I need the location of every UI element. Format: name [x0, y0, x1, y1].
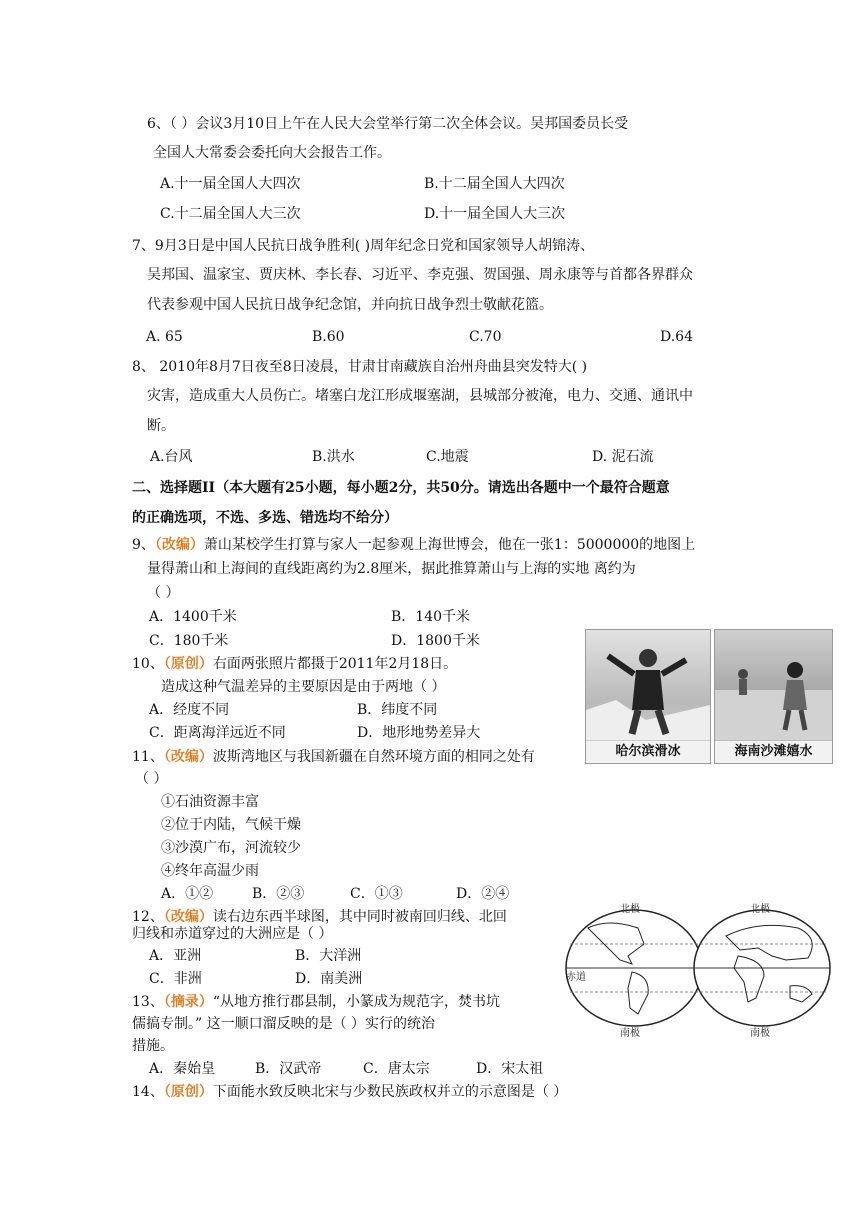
map-label-equator: 赤道 [566, 972, 586, 983]
q11-line1 [132, 747, 535, 767]
q7-option-d: D.64 [660, 329, 693, 345]
q12-num: 12、 [132, 909, 164, 925]
q7-line1: 7、9月3日是中国人民抗日战争胜利( )周年纪念日党和国家领导人胡锦涛、 [132, 238, 595, 254]
q10-option-d: D．地形地势差异大 [357, 725, 481, 741]
q11-option-d: D．②④ [456, 886, 510, 902]
q9-text1: 萧山某校学生打算与家人一起参观上海世博会，他在一张1：5000000的地图上 [203, 537, 696, 553]
section2-line2: 的正确选项，不选、多选、错选均不给分） [132, 510, 398, 526]
q12-text1: 读右边东西半球图，其中同时被南回归线、北回 [212, 909, 507, 925]
q8-line3: 断。 [147, 418, 175, 434]
q12-option-b: B．大洋洲 [295, 948, 362, 964]
q7-option-c: C.70 [469, 329, 502, 345]
q10-line1 [132, 654, 457, 674]
q6-option-d: D.十一届全国人大三次 [424, 206, 566, 222]
q8-option-b: B.洪水 [312, 449, 355, 465]
photo-left-caption: 哈尔滨滑冰 [586, 741, 710, 763]
q7-line3: 代表参观中国人民抗日战争纪念馆，并向抗日战争烈士敬献花篮。 [147, 297, 553, 313]
q9-option-a: A．1400千米 [149, 609, 237, 625]
q13-num: 13、 [132, 994, 164, 1010]
q6-option-b: B.十二届全国人大四次 [424, 176, 565, 192]
q13-line3: 措施。 [132, 1038, 174, 1054]
q7-line2: 吴邦国、温家宝、贾庆林、李长春、习近平、李克强、贺国强、周永康等与首都各界群众 [147, 267, 693, 283]
q9-tag: （改编） [154, 537, 204, 553]
q6-line1: 6、（ ）会议3月10日上午在人民大会堂举行第二次全体会议。吴邦国委员长受 [147, 116, 629, 132]
map-label-south-right: 南极 [750, 1028, 770, 1039]
q7-option-b: B.60 [312, 329, 345, 345]
q8-line2: 灾害，造成重大人员伤亡。堵塞白龙江形成堰塞湖，县城部分被淹，电力、交通、通讯中 [147, 388, 693, 404]
q9-line3: （ ） [147, 585, 180, 601]
hemisphere-drawing [558, 898, 832, 1038]
q11-tag: （改编） [163, 749, 213, 765]
q13-option-a: A．秦始皇 [149, 1061, 216, 1077]
q10-line2: 造成这种气温差异的主要原因是由于两地（ ） [161, 679, 446, 695]
q12-option-c: C．非洲 [149, 971, 202, 987]
map-label-south-left: 南极 [620, 1028, 640, 1039]
q13-text1: “从地方推行郡县制，小篆成为规范字，焚书坑 [212, 994, 500, 1010]
q13-line1 [132, 992, 500, 1012]
photo-right-caption: 海南沙滩嬉水 [715, 741, 832, 763]
q10-num: 10、 [132, 656, 164, 672]
q9-option-b: B．140千米 [391, 609, 471, 625]
beach-figures [715, 630, 832, 740]
q11-option-c: C．①③ [350, 886, 403, 902]
q11-line2: （ ） [135, 771, 168, 787]
q11-option-a: A．①② [161, 886, 214, 902]
q13-line2: 儒搞专制。” 这一顺口溜反映的是（ ）实行的统治 [132, 1016, 436, 1032]
q11-item-2: ②位于内陆，气候干燥 [161, 817, 301, 833]
q6-option-c: C.十二届全国人大三次 [160, 206, 301, 222]
q12-line2: 归线和赤道穿过的大洲应是（ ） [132, 926, 333, 942]
q12-tag: （改编） [163, 909, 213, 925]
q6-line2: 全国人大常委会委托向大会报告工作。 [153, 145, 391, 161]
q9-option-d: D．1800千米 [391, 633, 480, 649]
q10-option-b: B．纬度不同 [357, 702, 438, 718]
q7-option-a: A. 65 [146, 329, 183, 345]
hemisphere-map [558, 898, 832, 1038]
q10-option-a: A．经度不同 [149, 702, 230, 718]
q14-line1 [132, 1082, 567, 1102]
q8-option-c: C.地震 [426, 449, 469, 465]
q9-line1 [132, 535, 695, 555]
q13-option-d: D．宋太祖 [476, 1061, 544, 1077]
q12-option-a: A．亚洲 [149, 948, 202, 964]
q11-item-4: ④终年高温少雨 [161, 863, 259, 879]
q10-text1: 右面两张照片都摄于2011年2月18日。 [212, 656, 458, 672]
q14-tag: （原创） [163, 1084, 213, 1100]
q11-text1: 波斯湾地区与我国新疆在自然环境方面的相同之处有 [212, 749, 535, 765]
q8-option-a: A.台风 [150, 449, 193, 465]
q10-tag: （原创） [163, 656, 213, 672]
q8-option-d: D. 泥石流 [592, 449, 654, 465]
q8-line1: 8、 2010年8月7日夜至8日凌晨，甘肃甘南藏族自治州舟曲县突发特大( ) [132, 359, 588, 375]
q11-item-3: ③沙漠广布，河流较少 [161, 840, 301, 856]
q9-num: 9、 [132, 537, 155, 553]
q14-text1: 下面能水致反映北宋与少数民族政权并立的示意图是（ ） [212, 1084, 568, 1100]
photo-hainan-beach [714, 629, 833, 764]
q11-num: 11、 [132, 749, 164, 765]
q11-item-1: ①石油资源丰富 [161, 794, 259, 810]
photo-harbin-skating [585, 629, 711, 764]
q14-num: 14、 [132, 1084, 164, 1100]
q13-option-c: C．唐太宗 [363, 1061, 430, 1077]
q10-option-c: C．距离海洋远近不同 [149, 725, 286, 741]
q9-option-c: C．180千米 [149, 633, 229, 649]
section2-line1: 二、选择题II（本大题有25小题，每小题2分，共50分。请选出各题中一个最符合题意 [132, 480, 670, 496]
skater-figure [586, 630, 710, 740]
q12-option-d: D．南美洲 [295, 971, 363, 987]
q11-option-b: B．②③ [252, 886, 305, 902]
q13-tag: （摘录） [163, 994, 213, 1010]
map-label-north-right: 北极 [750, 904, 770, 915]
q13-option-b: B．汉武帝 [255, 1061, 322, 1077]
q6-option-a: A.十一届全国人大四次 [160, 176, 301, 192]
q9-line2: 量得萧山和上海间的直线距离约为2.8厘米，据此推算萧山与上海的实地 离约为 [147, 561, 636, 577]
map-label-north-left: 北极 [620, 904, 640, 915]
